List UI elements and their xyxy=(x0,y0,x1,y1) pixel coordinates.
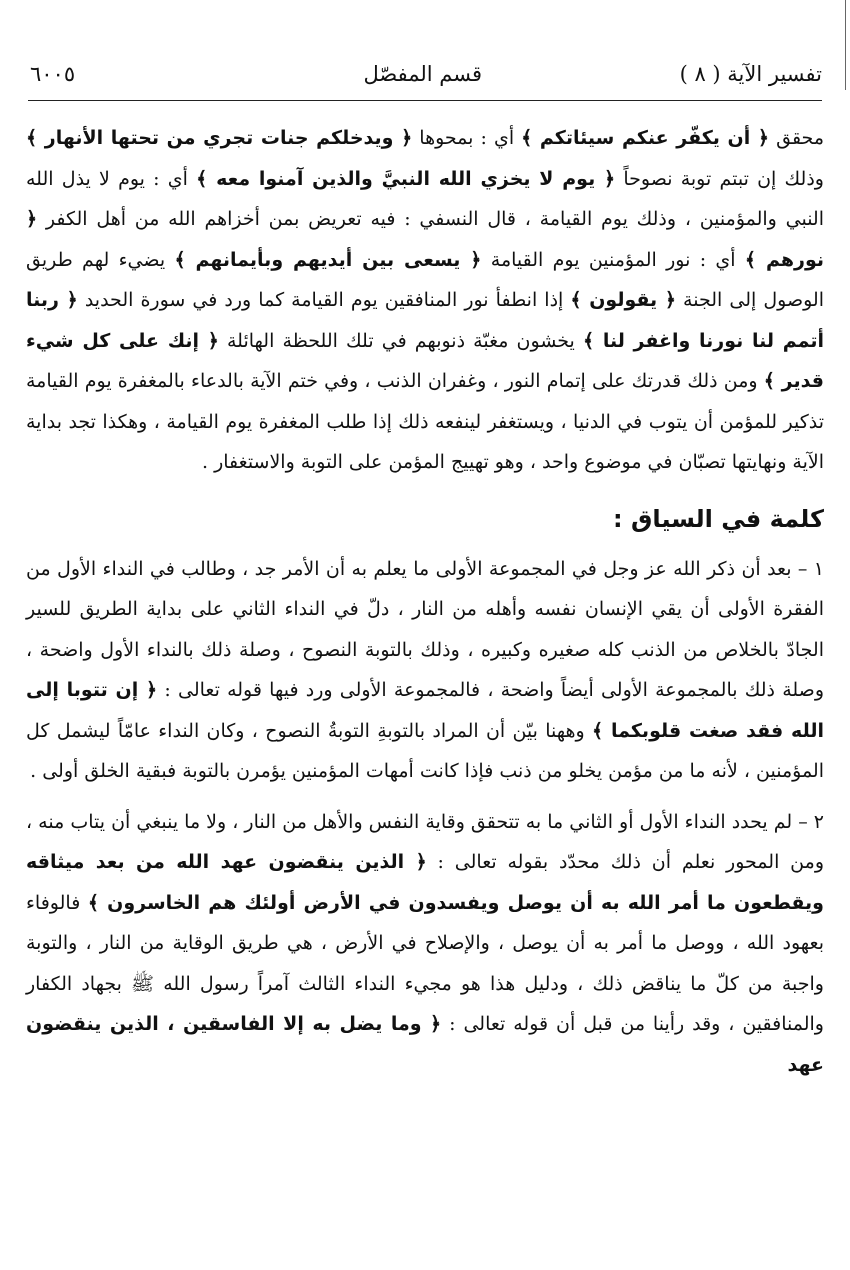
text-run: محقق xyxy=(769,127,824,149)
text-run: وذلك إن تبتم توبة نصوحاً xyxy=(615,167,824,190)
text-run: يخشون مغبّة ذنوبهم في تلك اللحظة الهائلة xyxy=(218,329,575,352)
page-header xyxy=(28,60,822,100)
text-run: وههنا بيّن أن المراد بالتوبةِ التوبةُ النصوح ، وكان النداء عامّاً ليشمل كل المؤمنين ، لأنه ما من مؤمن يخلو من ذنب فإذا كانت أمهات المؤمنين يؤمرن بالتوبة فبقية الخلق أولى . xyxy=(26,719,824,782)
quran-quote: ﴿ إنك على كل شيء قدير ﴾ xyxy=(26,329,824,392)
text-run: أي : بمحوها xyxy=(412,127,515,149)
scan-edge-line xyxy=(845,0,846,90)
quran-quote: ﴿ يقولون ﴾ xyxy=(570,289,676,311)
quran-quote: ﴿ وما يضل به إلا الفاسقين ، الذين ينقضون عهد xyxy=(26,1013,824,1076)
text-run: أي : نور المؤمنين يوم القيامة xyxy=(481,248,736,271)
section-heading: كلمة في السياق : xyxy=(613,504,824,533)
paragraph-point-1 xyxy=(26,549,824,792)
text-run: ١ – بعد أن ذكر الله عز وجل في المجموعة الأولى ما يعلم به أن الأمر جد ، وطالب في النداء الأول من الفقرة الأولى أن يقي الإنسان نفسه وأهله من النار ، دلّ في النداء الثاني على بداية الطريق للسير الجادّ بالخلاص من الذنب كله صغيره وكبيره ، وذلك بالتوبة النصوح ، وصلة ذلك بالنداء الأول واضحة ، وصلة ذلك بالمجموعة الأولى أيضاً واضحة ، فالمجموعة الأولى ورد فيها قوله تعالى : xyxy=(26,557,824,701)
text-run: يضيء لهم طريق الوصول إلى الجنة xyxy=(26,248,824,311)
quran-quote: ﴿ إن تتوبا إلى الله فقد صغت قلوبكما ﴾ xyxy=(26,679,824,742)
text-run: ومن ذلك قدرتك على إتمام النور ، وغفران الذنب ، وفي ختم الآية بالدعاء بالمغفرة يوم القيامة تذكير للمؤمن أن يتوب في الدنيا ، ويستغفر لينفعه ذلك إذا طلب المغفرة يوم القيامة ، وهكذا تجد بداية الآية ونهايتها تصبّان في موضوع واحد ، وهو تهييج المؤمن على التوبة والاستغفار . xyxy=(26,370,824,473)
paragraph-point-2 xyxy=(26,802,824,1086)
quran-quote: ﴿ الذين ينقضون عهد الله من بعد ميثاقه ويقطعون ما أمر الله به أن يوصل ويفسدون في الأرض أولئك هم الخاسرون ﴾ xyxy=(26,851,824,914)
page-body xyxy=(26,118,824,1085)
book-title: تفسير الآية ( ٨ ) xyxy=(679,62,822,86)
quran-quote: ﴿ يسعى بين أيديهم وبأيمانهم ﴾ xyxy=(174,248,482,271)
text-run: أي : يوم لا يذل الله النبي والمؤمنين ، وذلك يوم القيامة ، قال النسفي : فيه تعريض بمن أخزاهم الله من أهل الكفر xyxy=(26,167,824,230)
quran-quote: ﴿ نورهم ﴾ xyxy=(26,208,825,271)
header-divider xyxy=(28,100,822,101)
quran-quote: ﴿ يوم لا يخزي الله النبيَّ والذين آمنوا معه ﴾ xyxy=(196,167,616,190)
page-number: ٦٠٠٥ xyxy=(30,62,76,86)
quran-quote: ﴿ ربنا أتمم لنا نورنا واغفر لنا ﴾ xyxy=(26,289,825,352)
section-title: قسم المفصّل xyxy=(363,62,482,86)
paragraph-tafsir xyxy=(26,118,824,483)
text-run: فالوفاء بعهود الله ، ووصل ما أمر به أن يوصل ، والإصلاح في الأرض ، هي طريق الوقاية من النار ، والتوبة واجبة من كلّ ما يناقض ذلك ، ودليل هذا هو مجيء النداء الثالث آمراً رسول الله ﷺ بجهاد الكفار والمنافقين ، وقد رأينا من قبل أن قوله تعالى : xyxy=(26,891,824,1035)
quran-quote: ﴿ أن يكفّر عنكم سيئاتكم ﴾ xyxy=(521,127,770,149)
text-run: إذا انطفأ نور المنافقين يوم القيامة كما ورد في سورة الحديد xyxy=(77,289,564,311)
text-run: ٢ – لم يحدد النداء الأول أو الثاني ما به تتحقق وقاية النفس والأهل من النار ، ولا ما ينبغي أن يتاب منه ، ومن المحور نعلم أن ذلك محدّد بقوله تعالى : xyxy=(26,810,825,873)
quran-quote: ﴿ ويدخلكم جنات تجري من تحتها الأنهار ﴾ xyxy=(26,127,413,149)
